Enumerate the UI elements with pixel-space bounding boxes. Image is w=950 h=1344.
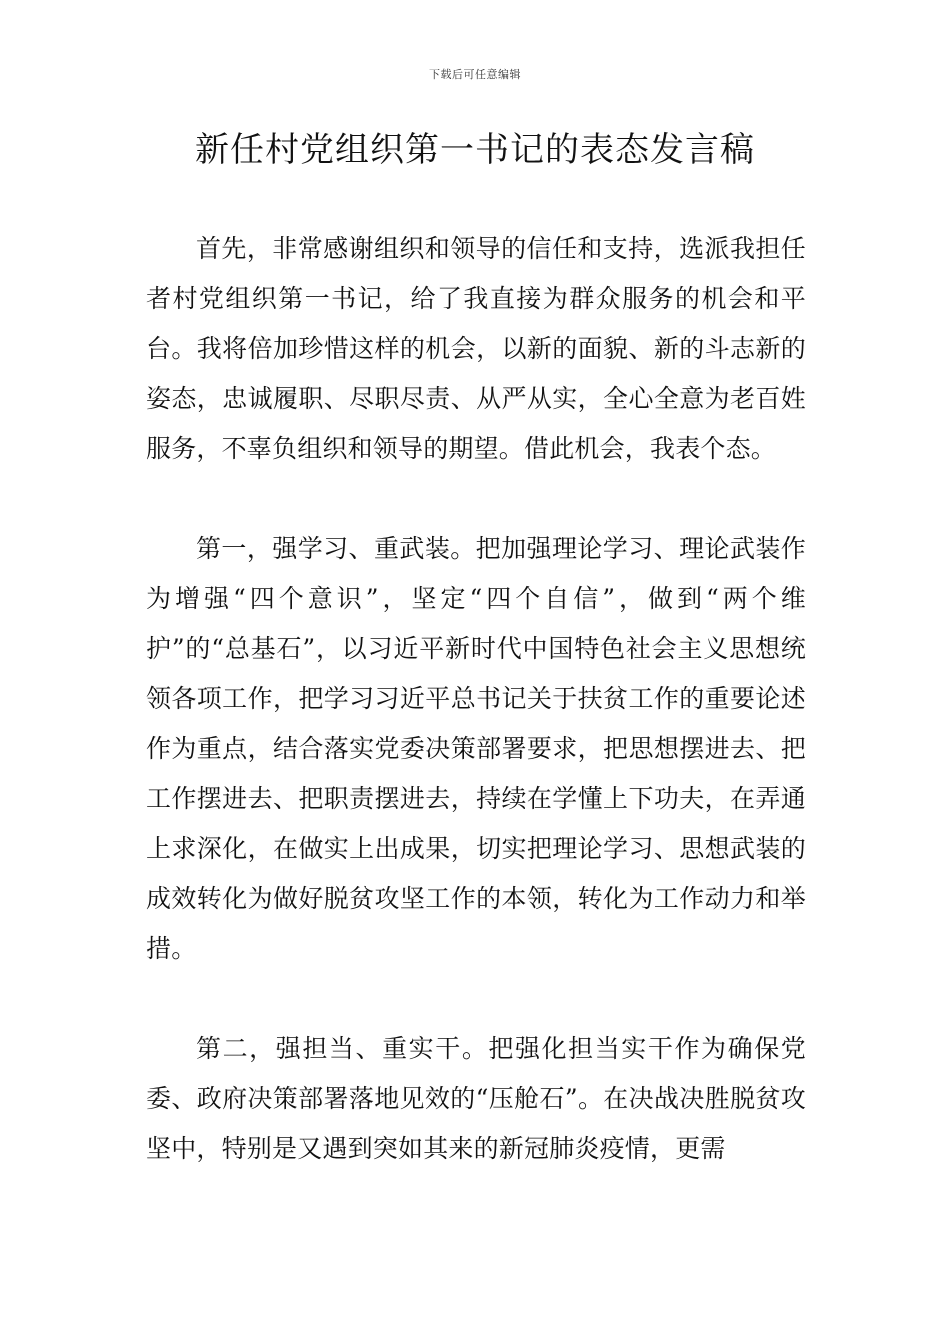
paragraph-first-point: 第一，强学习、重武装。把加强理论学习、理论武装作为增强“四个意识”，坚定“四个自信”，做到“两个维护”的“总基石”，以习近平新时代中国特色社会主义思想统领各项工作，把学习习近平总书记关于扶贫工作的重要论述作为重点，结合落实党委决策部署要求，把思想摆进去、把工作摆进去、把职责摆进去，持续在学懂上下功夫，在弄通上求深化，在做实上出成果，切实把理论学习、思想武装的成效转化为做好脱贫攻坚工作的本领，转化为工作动力和举措。: [146, 534, 806, 963]
paragraph-second-point: 第二，强担当、重实干。把强化担当实干作为确保党委、政府决策部署落地见效的“压舱石”。在决战决胜脱贫攻坚中，特别是又遇到突如其来的新冠肺炎疫情，更需: [146, 1034, 806, 1163]
paragraph-intro: 首先，非常感谢组织和领导的信任和支持，选派我担任者村党组织第一书记，给了我直接为群众服务的机会和平台。我将倍加珍惜这样的机会，以新的面貌、新的斗志新的姿态，忠诚履职、尽职尽责、从严从实，全心全意为老百姓服务，不辜负组织和领导的期望。借此机会，我表个态。: [146, 234, 806, 463]
document-title: 新任村党组织第一书记的表态发言稿: [195, 130, 755, 170]
header-note: 下载后可任意编辑: [429, 68, 521, 81]
document-body: [146, 224, 806, 1224]
